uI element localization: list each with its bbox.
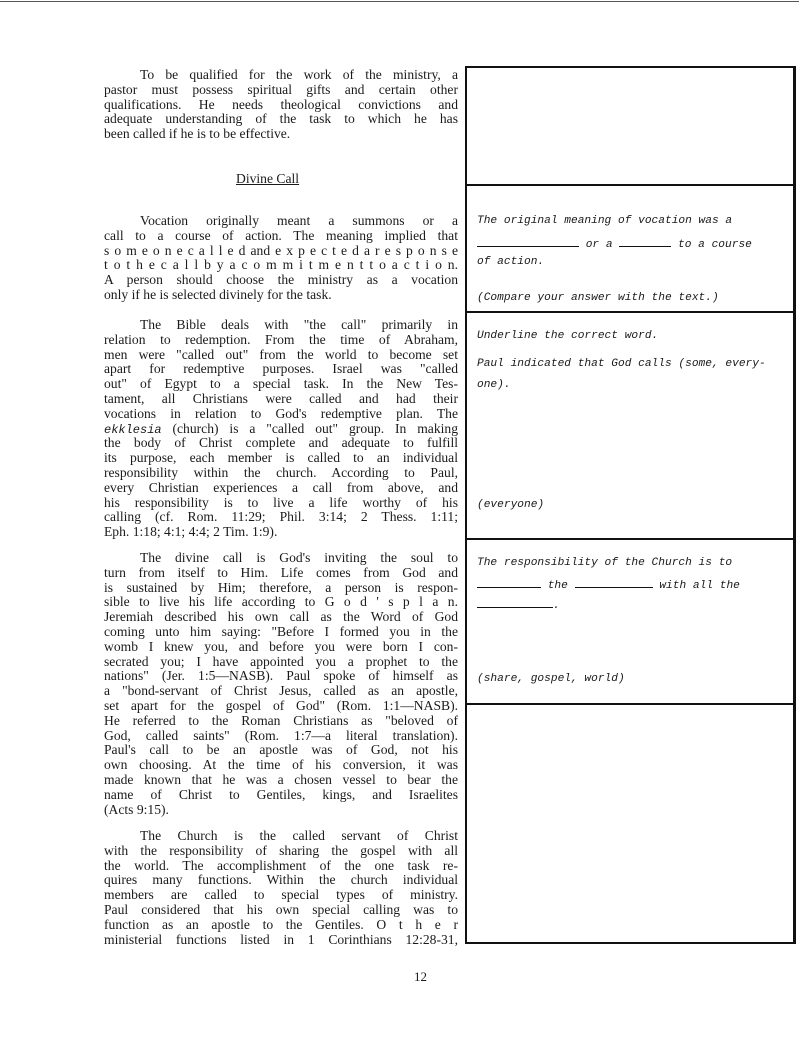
question-text: Paul indicated that God calls (some, every- bbox=[477, 358, 766, 370]
text-line: sible to live his life according to G o d ' s p l a n. bbox=[104, 594, 458, 610]
text-line: been called if he is to be effective. bbox=[104, 126, 291, 142]
text-line: The Church is the called servant of Christ bbox=[140, 828, 458, 843]
question-text: the bbox=[547, 580, 568, 592]
frame-divider bbox=[467, 703, 793, 705]
paragraph-vocation bbox=[104, 214, 458, 303]
paragraph-divine-call bbox=[104, 551, 458, 817]
text-line: God, called saints" (Rom. 1:7—a literal translation). bbox=[104, 727, 458, 743]
answer-text: (everyone) bbox=[477, 499, 545, 511]
text-line: The Bible deals with "the call" primarily in bbox=[140, 317, 458, 332]
text-line: is sustained by Him; therefore, a person is respon- bbox=[104, 579, 458, 595]
question-text: The original meaning of vocation was a bbox=[477, 215, 733, 227]
text-line: secrated you; I have appointed you a prophet to the bbox=[104, 653, 458, 669]
text-line: function as an apostle to the Gentiles. O t h e r bbox=[104, 916, 458, 932]
text-line: nations" (Jer. 1:5—NASB). Paul spoke of himself as bbox=[104, 668, 458, 684]
text-line: out" of Egypt to a special task. In the New Tes- bbox=[104, 376, 458, 392]
text-line: own choosing. At the time of his conversion, it was bbox=[104, 757, 458, 773]
text-line: every Christian experiences a call from above, and bbox=[104, 479, 458, 495]
text-line: relation to redemption. From the time of Abraham, bbox=[104, 331, 458, 347]
question-blanks-line bbox=[477, 597, 787, 612]
instruction-text: Underline the correct word. bbox=[477, 330, 659, 342]
answer-blank[interactable] bbox=[477, 597, 553, 608]
paragraph-intro bbox=[104, 68, 458, 142]
text-line: The divine call is God's inviting the soul to bbox=[140, 550, 458, 565]
text-line: quires many functions. Within the church individual bbox=[104, 872, 458, 888]
text-line: turn from itself to Him. Life comes from God and bbox=[104, 564, 458, 580]
text-line: vocations in relation to God's redemptive plan. The bbox=[104, 405, 458, 421]
question-text: . bbox=[553, 600, 560, 612]
text-line: men were "called out" from the world to become set bbox=[104, 346, 458, 362]
text-line: the body of Christ complete and adequate to fulfill bbox=[104, 435, 458, 451]
text-line: responsibility within the church. According to Paul, bbox=[104, 464, 458, 480]
text-line: Jeremiah described his own call as the Word of God bbox=[104, 609, 458, 625]
text-line: name of Christ to Gentiles, kings, and Israelites bbox=[104, 786, 458, 802]
text-line: its purpose, each member is called to an individual bbox=[104, 450, 458, 466]
answer-blank[interactable] bbox=[575, 577, 653, 588]
paragraph-church bbox=[104, 829, 458, 947]
text-line: Eph. 1:18; 4:1; 4:4; 2 Tim. 1:9). bbox=[104, 524, 278, 540]
text-line: with the responsibility of sharing the gospel with all bbox=[104, 842, 458, 858]
text-line: ekklesia (church) is a "called out" group. In making bbox=[104, 420, 458, 437]
page-number: 12 bbox=[414, 969, 427, 984]
text-line: He referred to the Roman Christians as "beloved of bbox=[104, 712, 458, 728]
text-line: made known that he was a chosen vessel to bear the bbox=[104, 771, 458, 787]
text-line: a "bond-servant of Christ Jesus, called as an apostle, bbox=[104, 683, 458, 699]
text-line: his responsibility is to live a life worthy of his bbox=[104, 494, 458, 510]
text-line: only if he is selected divinely for the task. bbox=[104, 286, 332, 302]
frame-divider bbox=[467, 311, 793, 313]
frame-divider bbox=[467, 538, 793, 540]
answer-blank[interactable] bbox=[477, 236, 579, 247]
text-line: womb I knew you, and before you were born I con- bbox=[104, 638, 458, 654]
answer-blank[interactable] bbox=[619, 236, 671, 247]
question-text: to a course bbox=[678, 239, 752, 251]
text-line: pastor must possess spiritual gifts and certain other bbox=[104, 81, 458, 97]
answer-text: (share, gospel, world) bbox=[477, 673, 625, 685]
text-line: (Acts 9:15). bbox=[104, 801, 169, 817]
text-line: s o m e o n e c a l l e d and e x p e c t e d a r e s p o n s e bbox=[104, 242, 458, 258]
text-line: members are called to special types of ministry. bbox=[104, 887, 458, 903]
text-line: coming unto him saying: "Before I formed you in the bbox=[104, 623, 458, 639]
section-heading: Divine Call bbox=[236, 171, 300, 186]
text-line: call to a course of action. The meaning implied that bbox=[104, 227, 458, 243]
question-text: The responsibility of the Church is to bbox=[477, 557, 733, 569]
answer-note: (Compare your answer with the text.) bbox=[477, 292, 719, 304]
text-line: ministerial functions listed in 1 Corinthians 12:28-31, bbox=[104, 931, 458, 947]
study-frames-box bbox=[465, 66, 796, 944]
question-text: with all the bbox=[659, 580, 740, 592]
text-line: Vocation originally meant a summons or a bbox=[140, 213, 458, 228]
text-line: set apart for the gospel of God" (Rom. 1:1—NASB). bbox=[104, 697, 458, 713]
greek-term: ekklesia bbox=[104, 422, 162, 437]
text-line: t o t h e c a l l b y a c o m m i t m e n t t o a c t i o n. bbox=[104, 257, 458, 273]
text-line: qualifications. He needs theological convictions and bbox=[104, 96, 458, 112]
text-line: A person should choose the ministry as a vocation bbox=[104, 272, 458, 288]
text-line: To be qualified for the work of the ministry, a bbox=[140, 67, 458, 82]
question-text: of action. bbox=[477, 256, 545, 268]
text-line: Paul's call to be an apostle was of God, not his bbox=[104, 742, 458, 758]
question-blanks-line bbox=[477, 236, 787, 251]
text-line: tament, all Christians were called and had their bbox=[104, 390, 458, 406]
text-line: adequate understanding of the task to which he has bbox=[104, 111, 458, 127]
question-blanks-line bbox=[477, 577, 787, 592]
frame-divider bbox=[467, 184, 793, 186]
paragraph-bible-call bbox=[104, 318, 458, 540]
top-rule bbox=[0, 1, 799, 2]
answer-blank[interactable] bbox=[477, 577, 541, 588]
text-line: Paul considered that his own special calling was to bbox=[104, 901, 458, 917]
text-line: apart for redemptive purposes. Israel was "called bbox=[104, 361, 458, 377]
text-line: calling (cf. Rom. 11:29; Phil. 3:14; 2 Thess. 1:11; bbox=[104, 509, 458, 525]
question-text: or a bbox=[585, 239, 613, 251]
question-text: one). bbox=[477, 379, 511, 391]
text-line: the world. The accomplishment of the one task re- bbox=[104, 857, 458, 873]
